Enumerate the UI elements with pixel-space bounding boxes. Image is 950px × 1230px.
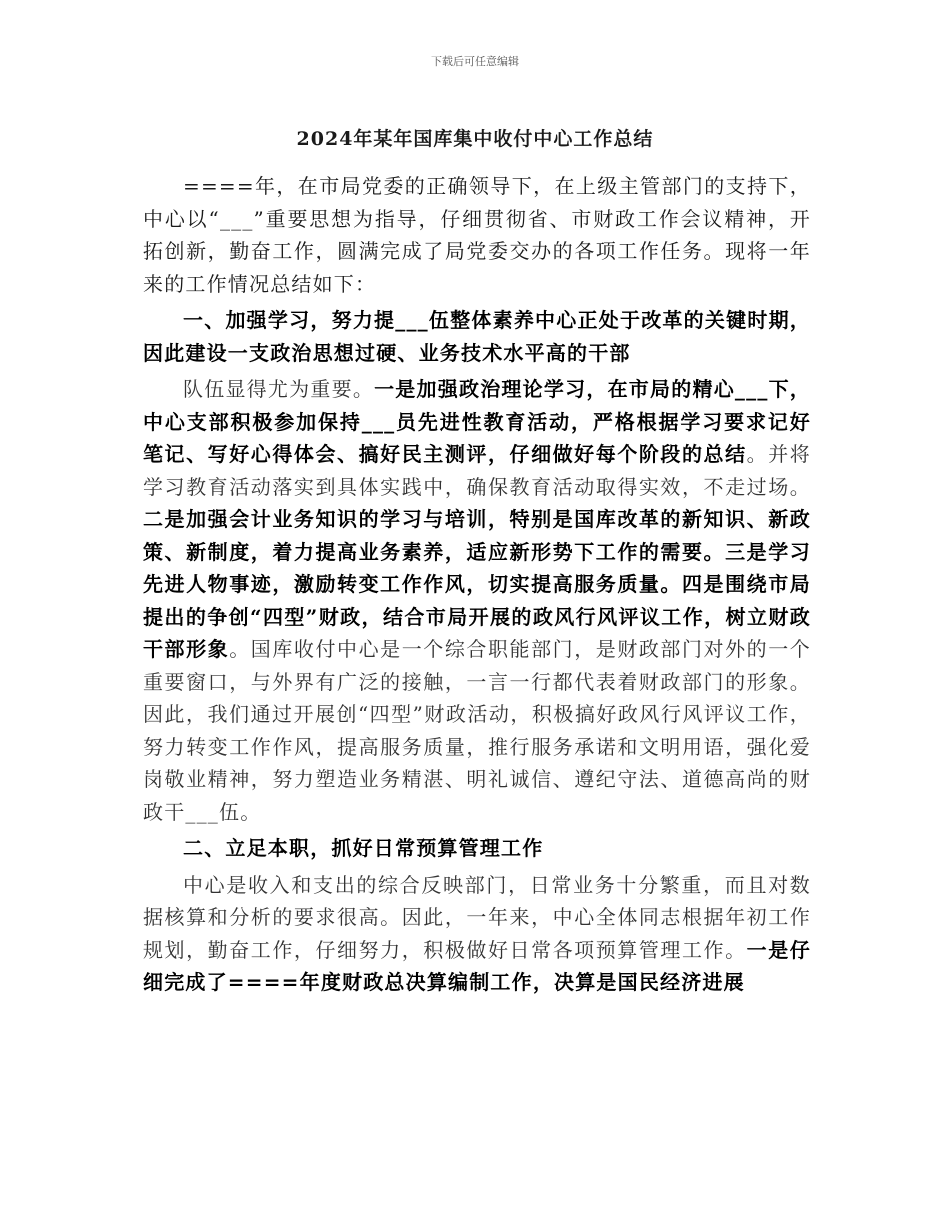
document-body <box>143 170 811 1003</box>
section-2-text-b: 一是仔细完成了====年度财政总决算编制工作，决算是国民经济进展 <box>143 937 811 994</box>
section-1-paragraph <box>143 373 811 828</box>
section-1-text-c: 。并将学习教育活动落实到具体实践中，确保教育活动取得实效，不走过场。 <box>143 442 811 499</box>
document-title: 2024年某年国库集中收付中心工作总结 <box>296 128 654 150</box>
section-2-paragraph <box>143 869 811 999</box>
page-header-note: 下载后可任意编辑 <box>431 55 519 68</box>
section-1-text-a: 队伍显得尤为重要。 <box>183 377 375 401</box>
section-heading-2: 二、立足本职，抓好日常预算管理工作 <box>183 836 544 860</box>
section-1-text-b: 一是加强政治理论学习，在市局的精心___下，中心支部积极参加保持___员先进性教育活动，严格根据学习要求记好笔记、写好心得体会、搞好民主测评，仔细做好每个阶段的总结 <box>143 377 811 466</box>
intro-paragraph: ====年，在市局党委的正确领导下，在上级主管部门的支持下，中心以“___”重要思想为指导，仔细贯彻省、市财政工作会议精神，开拓创新，勤奋工作，圆满完成了局党委交办的各项工作任务。现将一年来的工作情况总结如下： <box>143 174 811 296</box>
section-2-text-a: 中心是收入和支出的综合反映部门，日常业务十分繁重，而且对数据核算和分析的要求很高。因此，一年来，中心全体同志根据年初工作规划，勤奋工作，仔细努力，积极做好日常各项预算管理工作。 <box>143 872 811 962</box>
section-1-text-e: 。国库收付中心是一个综合职能部门，是财政部门对外的一个重要窗口，与外界有广泛的接触，一言一行都代表着财政部门的形象。因此，我们通过开展创“四型”财政活动，积极搞好政风行风评议工作，努力转变工作作风，提高服务质量，推行服务承诺和文明用语，强化爱岗敬业精神，努力塑造业务精湛、明礼诚信、遵纪守法、道德高尚的财政干___伍。 <box>143 637 811 824</box>
section-heading-1: 一、加强学习，努力提___伍整体素养中心正处于改革的关键时期，因此建设一支政治思想过硬、业务技术水平高的干部 <box>143 308 811 365</box>
section-1-text-d: 二是加强会计业务知识的学习与培训，特别是国库改革的新知识、新政策、新制度，着力提高业务素养，适应新形势下工作的需要。三是学习先进人物事迹，激励转变工作作风，切实提高服务质量。四是围绕市局提出的争创“四型”财政，结合市局开展的政风行风评议工作，树立财政干部形象 <box>143 507 811 661</box>
